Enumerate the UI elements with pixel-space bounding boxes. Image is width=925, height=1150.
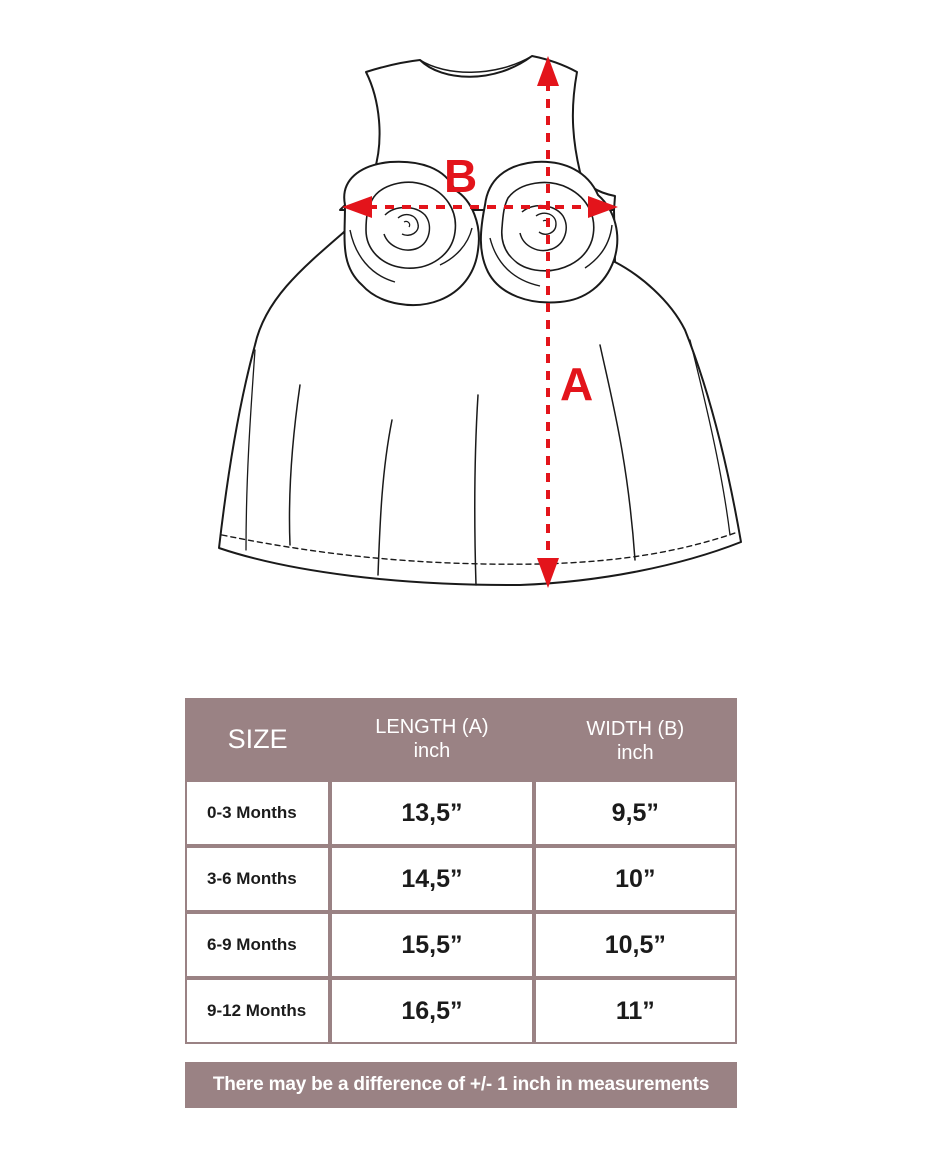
- measurement-arrows: [342, 56, 618, 588]
- size-cell: 3-6 Months: [185, 846, 330, 912]
- label-b: B: [444, 150, 478, 202]
- length-header-unit: inch: [413, 740, 451, 762]
- length-header-title: LENGTH (A): [375, 716, 489, 738]
- length-cell: 15,5”: [330, 912, 533, 978]
- length-column-header: [330, 698, 533, 780]
- measurement-note: There may be a difference of +/- 1 inch in measurements: [185, 1062, 737, 1108]
- length-cell: 13,5”: [330, 780, 533, 846]
- width-header-unit: inch: [616, 742, 654, 764]
- size-cell: 0-3 Months: [185, 780, 330, 846]
- width-header-title: WIDTH (B): [586, 718, 685, 740]
- size-cell: 6-9 Months: [185, 912, 330, 978]
- table-header-row: [185, 698, 737, 780]
- rose-right-icon: [481, 162, 617, 303]
- length-cell: 16,5”: [330, 978, 533, 1044]
- width-column-header: [534, 698, 737, 780]
- width-cell: 10”: [534, 846, 737, 912]
- width-cell: 9,5”: [534, 780, 737, 846]
- size-header-label: SIZE: [227, 724, 288, 754]
- size-cell: 9-12 Months: [185, 978, 330, 1044]
- table-row: [185, 978, 737, 1044]
- size-column-header: [185, 698, 330, 780]
- size-chart-table: [185, 698, 737, 1044]
- length-arrow-top: [537, 56, 559, 86]
- table-row: [185, 912, 737, 978]
- label-a: A: [560, 358, 594, 410]
- table-row: [185, 780, 737, 846]
- table-row: [185, 846, 737, 912]
- width-cell: 10,5”: [534, 912, 737, 978]
- length-cell: 14,5”: [330, 846, 533, 912]
- width-cell: 11”: [534, 978, 737, 1044]
